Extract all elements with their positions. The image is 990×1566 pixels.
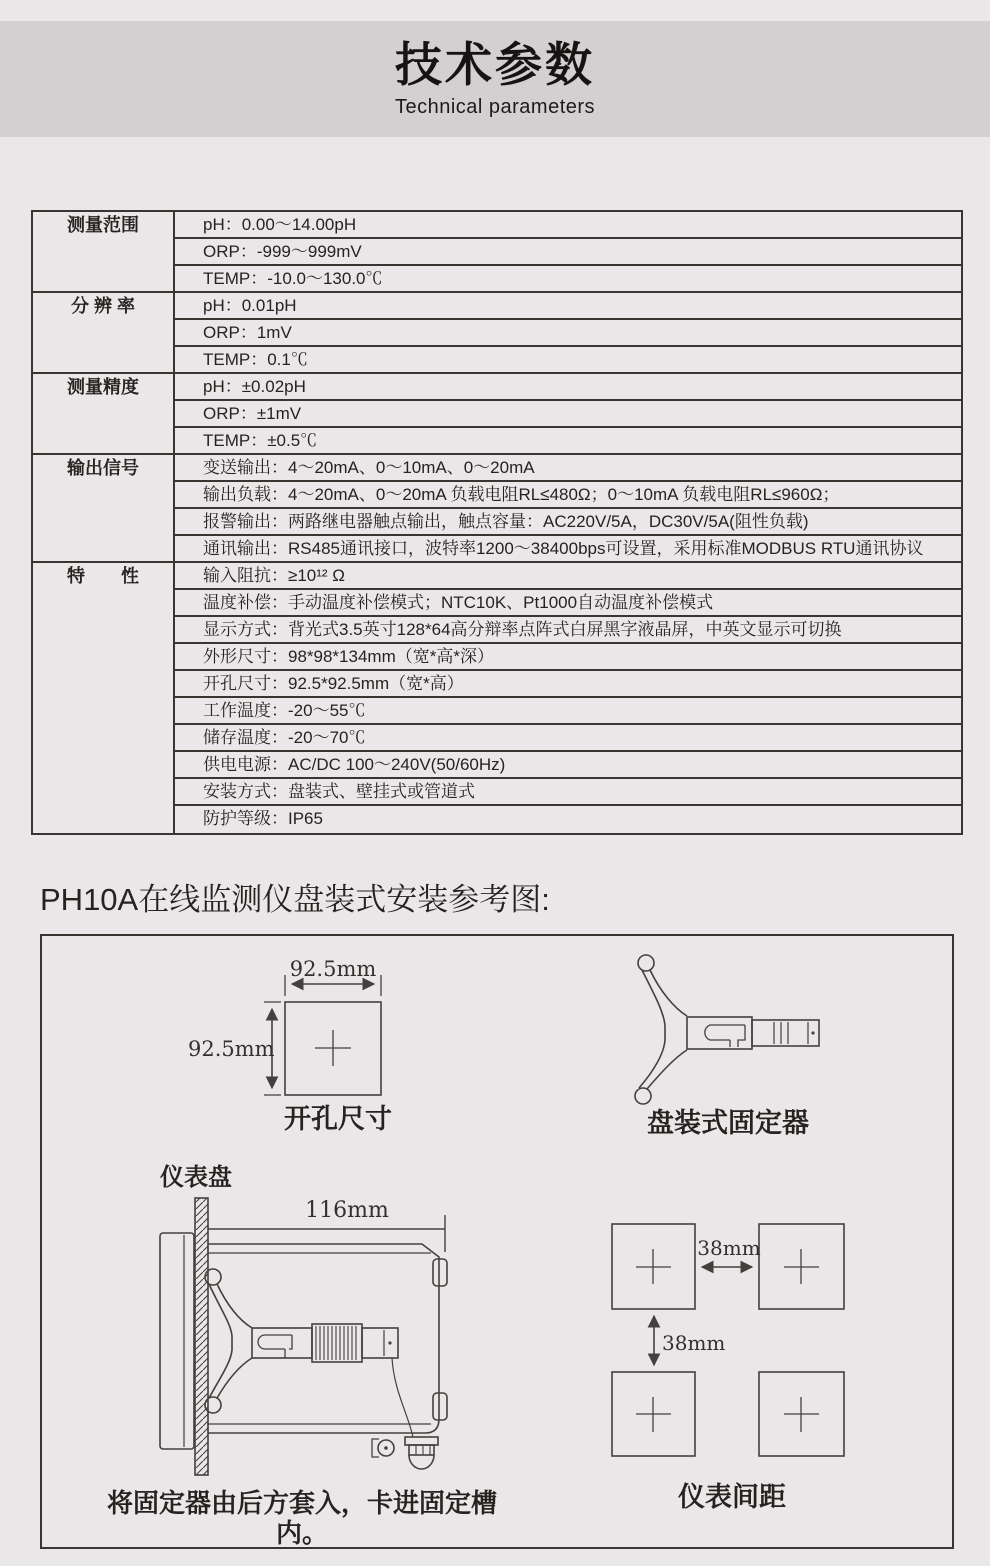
spec-row: pH：0.01pH <box>175 293 961 320</box>
spec-table-category-column <box>33 212 175 833</box>
spec-row: 温度补偿：手动温度补偿模式；NTC10K、Pt1000自动温度补偿模式 <box>175 590 961 617</box>
spec-row: 开孔尺寸：92.5*92.5mm（宽*高） <box>175 671 961 698</box>
header-band <box>0 21 990 137</box>
vertical-gap-dimension: 38mm <box>662 1331 726 1355</box>
page-subtitle: Technical parameters <box>394 96 596 118</box>
spec-row: TEMP：±0.5℃ <box>175 428 961 455</box>
spec-row: ORP：1mV <box>175 320 961 347</box>
side-view-caption: 将固定器由后方套入，卡进固定槽内。 <box>106 1488 497 1548</box>
fixture-drawing <box>635 955 819 1104</box>
cutout-height-dimension: 92.5mm <box>188 1037 275 1061</box>
spec-row: TEMP：-10.0～130.0℃ <box>175 266 961 293</box>
spec-row: 输出负载：4～20mA、0～20mA 负载电阻RL≤480Ω；0～10mA 负载电阻RL≤960Ω； <box>175 482 961 509</box>
horizontal-gap-dimension: 38mm <box>697 1236 761 1260</box>
spec-group-label-resolution: 分 辨 率 <box>33 293 173 374</box>
spec-row: ORP：-999～999mV <box>175 239 961 266</box>
spec-row: 输入阻抗：≥10¹² Ω <box>175 563 961 590</box>
page-title: 技术参数 <box>395 38 595 91</box>
spec-table <box>31 210 963 835</box>
depth-dimension: 116mm <box>305 1198 389 1223</box>
spec-row: pH：0.00～14.00pH <box>175 212 961 239</box>
spec-row: 通讯输出：RS485通讯接口，波特率1200～38400bps可设置，采用标准MODBUS RTU通讯协议 <box>175 536 961 563</box>
spec-row: ORP：±1mV <box>175 401 961 428</box>
cutout-width-dimension: 92.5mm <box>289 957 377 981</box>
spec-row: 安装方式：盘装式、壁挂式或管道式 <box>175 779 961 806</box>
cutout-caption: 开孔尺寸 <box>284 1104 392 1134</box>
spec-group-label-features: 特 性 <box>67 566 139 586</box>
installation-diagram-panel <box>40 934 954 1549</box>
spacing-caption: 仪表间距 <box>678 1482 786 1512</box>
fixture-caption: 盘装式固定器 <box>647 1108 809 1138</box>
spec-row: 供电电源：AC/DC 100～240V(50/60Hz) <box>175 752 961 779</box>
side-view-drawing <box>160 1198 447 1475</box>
spec-row: 工作温度：-20～55℃ <box>175 698 961 725</box>
spec-row: 储存温度：-20～70℃ <box>175 725 961 752</box>
installation-section-title: PH10A在线监测仪盘装式安装参考图: <box>40 882 550 917</box>
spec-row: 报警输出：两路继电器触点输出，触点容量：AC220V/5A，DC30V/5A(阻性负载) <box>175 509 961 536</box>
spec-group-label-accuracy: 测量精度 <box>33 374 173 455</box>
spec-table-value-column <box>175 212 961 833</box>
spec-row: pH：±0.02pH <box>175 374 961 401</box>
installation-line-art <box>42 936 952 1547</box>
spec-group-label-output: 输出信号 <box>33 455 173 563</box>
spec-row: 显示方式：背光式3.5英寸128*64高分辩率点阵式白屏黑字液晶屏，中英文显示可切换 <box>175 617 961 644</box>
spec-row: 防护等级：IP65 <box>203 809 323 828</box>
spec-row: TEMP：0.1℃ <box>175 347 961 374</box>
cutout-drawing <box>264 975 381 1095</box>
spec-row: 外形尺寸：98*98*134mm（宽*高*深） <box>175 644 961 671</box>
spec-group-label-range: 测量范围 <box>33 212 173 293</box>
instrument-panel-label: 仪表盘 <box>160 1164 232 1191</box>
spec-row: 变送输出：4～20mA、0～10mA、0～20mA <box>175 455 961 482</box>
